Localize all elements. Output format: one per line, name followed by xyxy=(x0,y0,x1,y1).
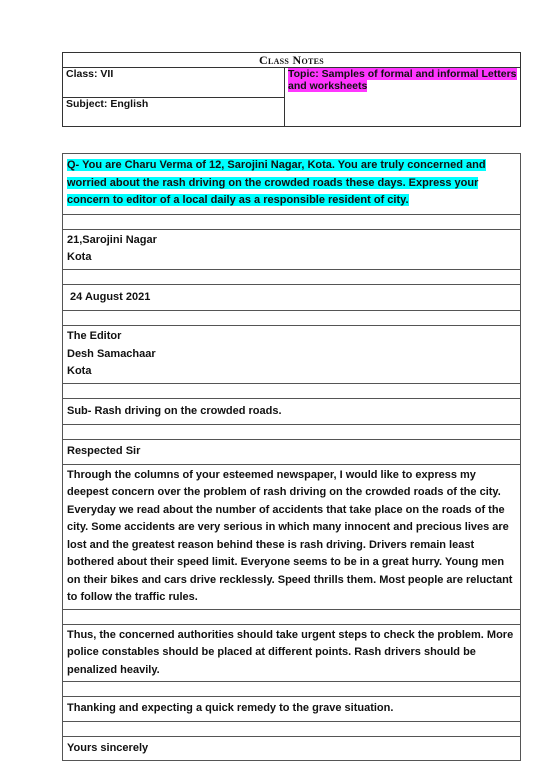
subject-line-cell xyxy=(63,398,521,425)
blank-row xyxy=(63,214,521,229)
date-cell xyxy=(63,284,521,311)
question-text: Q- You are Charu Verma of 12, Sarojini Nagar, Kota. You are truly concerned and worried about the rash driving on the crowded roads these days. Express your concern to editor of a local daily as a responsible resident of city. xyxy=(67,159,486,206)
letter-table xyxy=(62,153,521,761)
body-paragraph-cell xyxy=(63,624,521,682)
salutation-cell xyxy=(63,440,521,465)
class-notes-title: Class Notes xyxy=(63,53,521,68)
blank-row xyxy=(63,425,521,440)
address-line: Kota xyxy=(67,251,92,263)
recipient-line: Desh Samachaar xyxy=(67,347,156,360)
blank-row xyxy=(63,682,521,697)
letter-date: 24 August 2021 xyxy=(67,290,151,303)
address-line: 21,Sarojini Nagar xyxy=(67,233,157,246)
recipient-line: The Editor xyxy=(67,330,122,342)
body-paragraph: Through the columns of your esteemed newspaper, I would like to express my deepest concern over the problem of rash driving on the crowded roads of the city. Everyday we read about the number of accidents that take place on the roads of the city. Some accidents are very serious in which many innocent and precious lives are lost and the greatest reason behind these is rash driving. Drivers remain least bothered about their speed limit. Everyone seems to be in a great hurry. Young men on their bikes and cars drive recklessly. Speed thrills them. Most people are reluctant to follow the traffic rules. xyxy=(67,468,513,603)
class-label: Class: VII xyxy=(66,68,114,80)
sender-address-cell xyxy=(63,229,521,269)
recipient-line: Kota xyxy=(67,365,92,377)
class-notes-header-table xyxy=(62,52,521,127)
blank-row xyxy=(63,721,521,736)
letter-subject: Sub- Rash driving on the crowded roads. xyxy=(67,404,282,417)
body-paragraph: Thus, the concerned authorities should take urgent steps to check the problem. More police constables should be placed at different points. Rash drivers should be penalized heavily. xyxy=(67,628,514,676)
body-paragraph-cell xyxy=(63,464,521,609)
blank-row xyxy=(63,383,521,398)
recipient-cell xyxy=(63,326,521,384)
subject-cell xyxy=(63,97,285,127)
sign-off-cell xyxy=(63,736,521,761)
sign-off: Yours sincerely xyxy=(67,741,149,754)
blank-row xyxy=(63,269,521,284)
closing-line-cell xyxy=(63,697,521,722)
topic-cell xyxy=(285,68,521,127)
question-cell xyxy=(63,154,521,215)
blank-row xyxy=(63,609,521,624)
class-cell xyxy=(63,68,285,98)
salutation: Respected Sir xyxy=(67,445,141,457)
closing-line: Thanking and expecting a quick remedy to the grave situation. xyxy=(67,702,394,714)
topic-text: Topic: Samples of formal and informal Letters and worksheets xyxy=(288,68,517,92)
blank-row xyxy=(63,311,521,326)
subject-label: Subject: English xyxy=(66,97,149,110)
